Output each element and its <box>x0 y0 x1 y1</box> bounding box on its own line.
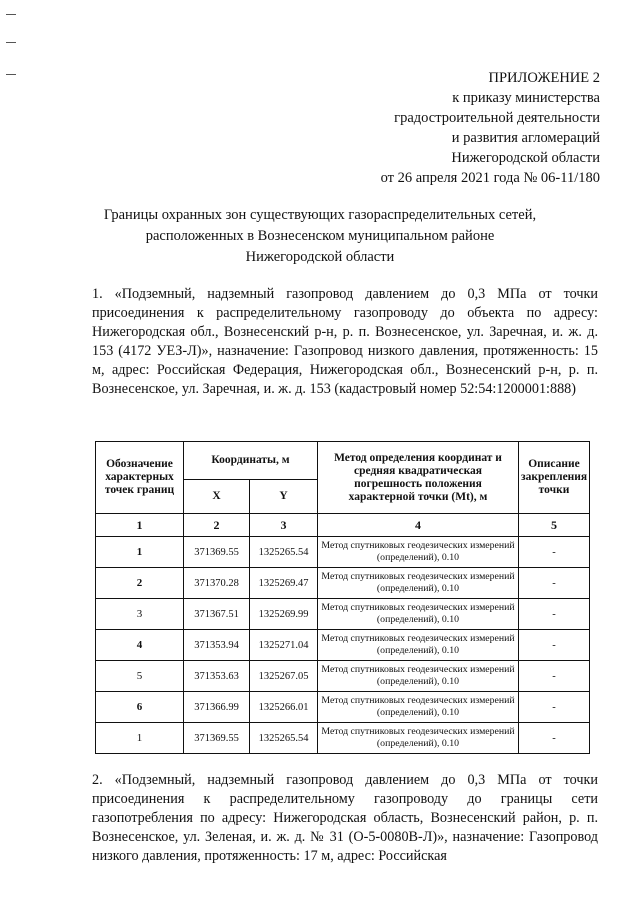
appendix-line: к приказу министерства <box>452 90 600 106</box>
coord-y: 1325269.47 <box>250 568 318 599</box>
description-cell: - <box>519 630 590 661</box>
header-x: X <box>184 480 250 514</box>
table-row <box>96 723 590 754</box>
header-method: Метод определения координат и средняя квадратическая погрешность положения характерной точки (Mt), м <box>318 442 519 514</box>
table-body <box>96 537 590 754</box>
coord-y: 1325265.54 <box>250 723 318 754</box>
appendix-line: и развития агломераций <box>451 130 600 146</box>
coord-x: 371369.55 <box>184 723 250 754</box>
description-cell: - <box>519 692 590 723</box>
point-id: 6 <box>96 692 184 723</box>
coordinates-table <box>95 441 590 754</box>
method-cell: Метод спутниковых геодезических измерений (определений), 0.10 <box>318 630 519 661</box>
description-cell: - <box>519 661 590 692</box>
coord-x: 371353.63 <box>184 661 250 692</box>
method-cell: Метод спутниковых геодезических измерений (определений), 0.10 <box>318 692 519 723</box>
method-cell: Метод спутниковых геодезических измерений (определений), 0.10 <box>318 537 519 568</box>
coord-y: 1325265.54 <box>250 537 318 568</box>
coord-x: 371366.99 <box>184 692 250 723</box>
appendix-line: ПРИЛОЖЕНИЕ 2 <box>488 70 600 86</box>
table-row <box>96 661 590 692</box>
paragraph-1: 1. «Подземный, надземный газопровод давлением до 0,3 МПа от точки присоединения к распределительному газопроводу до объекта по адресу: Нижегородская обл., Вознесенский р-н, р. п. Вознесенское, ул. Заречная, и. ж. д. 153 (4172 УЕЗ-Л)», назначение: Газопровод низкого давления, протяженность: 15 м, адрес: Российская Федерация, Нижегородская обл., Вознесенский р-н, р. п. Вознесенское, ул. Заречная, и. ж. д. 153 (кадастровый номер 52:54:1200001:888) <box>92 286 598 397</box>
coord-y: 1325271.04 <box>250 630 318 661</box>
appendix-line: градостроительной деятельности <box>394 110 600 126</box>
point-id: 1 <box>96 723 184 754</box>
method-cell: Метод спутниковых геодезических измерений (определений), 0.10 <box>318 568 519 599</box>
appendix-header <box>300 68 600 188</box>
title-line: Нижегородской области <box>245 249 395 265</box>
header-point-designation: Обозначение характерных точек границ <box>96 442 184 514</box>
point-id: 1 <box>96 537 184 568</box>
point-id: 2 <box>96 568 184 599</box>
description-cell: - <box>519 537 590 568</box>
column-number: 4 <box>318 514 519 537</box>
coord-x: 371369.55 <box>184 537 250 568</box>
title-line: Границы охранных зон существующих газораспределительных сетей, <box>103 207 537 223</box>
coord-x: 371370.28 <box>184 568 250 599</box>
method-cell: Метод спутниковых геодезических измерений (определений), 0.10 <box>318 661 519 692</box>
description-cell: - <box>519 599 590 630</box>
description-cell: - <box>519 723 590 754</box>
point-id: 4 <box>96 630 184 661</box>
margin-mark <box>6 14 16 15</box>
title-line: расположенных в Вознесенском муниципальном районе <box>145 228 495 244</box>
column-number: 2 <box>184 514 250 537</box>
column-number: 3 <box>250 514 318 537</box>
column-number: 1 <box>96 514 184 537</box>
table-row <box>96 630 590 661</box>
table-row <box>96 599 590 630</box>
method-cell: Метод спутниковых геодезических измерений (определений), 0.10 <box>318 599 519 630</box>
coord-y: 1325267.05 <box>250 661 318 692</box>
margin-mark <box>6 42 16 43</box>
header-coordinates: Координаты, м <box>184 442 318 480</box>
coord-y: 1325269.99 <box>250 599 318 630</box>
coord-x: 371367.51 <box>184 599 250 630</box>
table-row <box>96 537 590 568</box>
point-id: 5 <box>96 661 184 692</box>
table-row <box>96 692 590 723</box>
column-number-row <box>96 514 590 537</box>
column-number: 5 <box>519 514 590 537</box>
point-id: 3 <box>96 599 184 630</box>
coord-x: 371353.94 <box>184 630 250 661</box>
method-cell: Метод спутниковых геодезических измерений (определений), 0.10 <box>318 723 519 754</box>
appendix-line: Нижегородской области <box>451 150 600 166</box>
coord-y: 1325266.01 <box>250 692 318 723</box>
document-title <box>40 205 600 268</box>
table-row <box>96 568 590 599</box>
description-cell: - <box>519 568 590 599</box>
paragraph-2: 2. «Подземный, надземный газопровод давлением до 0,3 МПа от точки присоединения к распределительному газопроводу до границы сети газопотребления по адресу: Нижегородская область, Вознесенский район, р. п. Вознесенское, ул. Зеленая, и. ж. д. № 31 (О-5-0080В-Л)», назначение: Газопровод низкого давления, протяженность: 17 м, адрес: Российская <box>92 772 598 864</box>
header-y: Y <box>250 480 318 514</box>
header-description: Описание закрепления точки <box>519 442 590 514</box>
appendix-line: от 26 апреля 2021 года № 06-11/180 <box>380 170 600 186</box>
margin-mark <box>6 74 16 75</box>
